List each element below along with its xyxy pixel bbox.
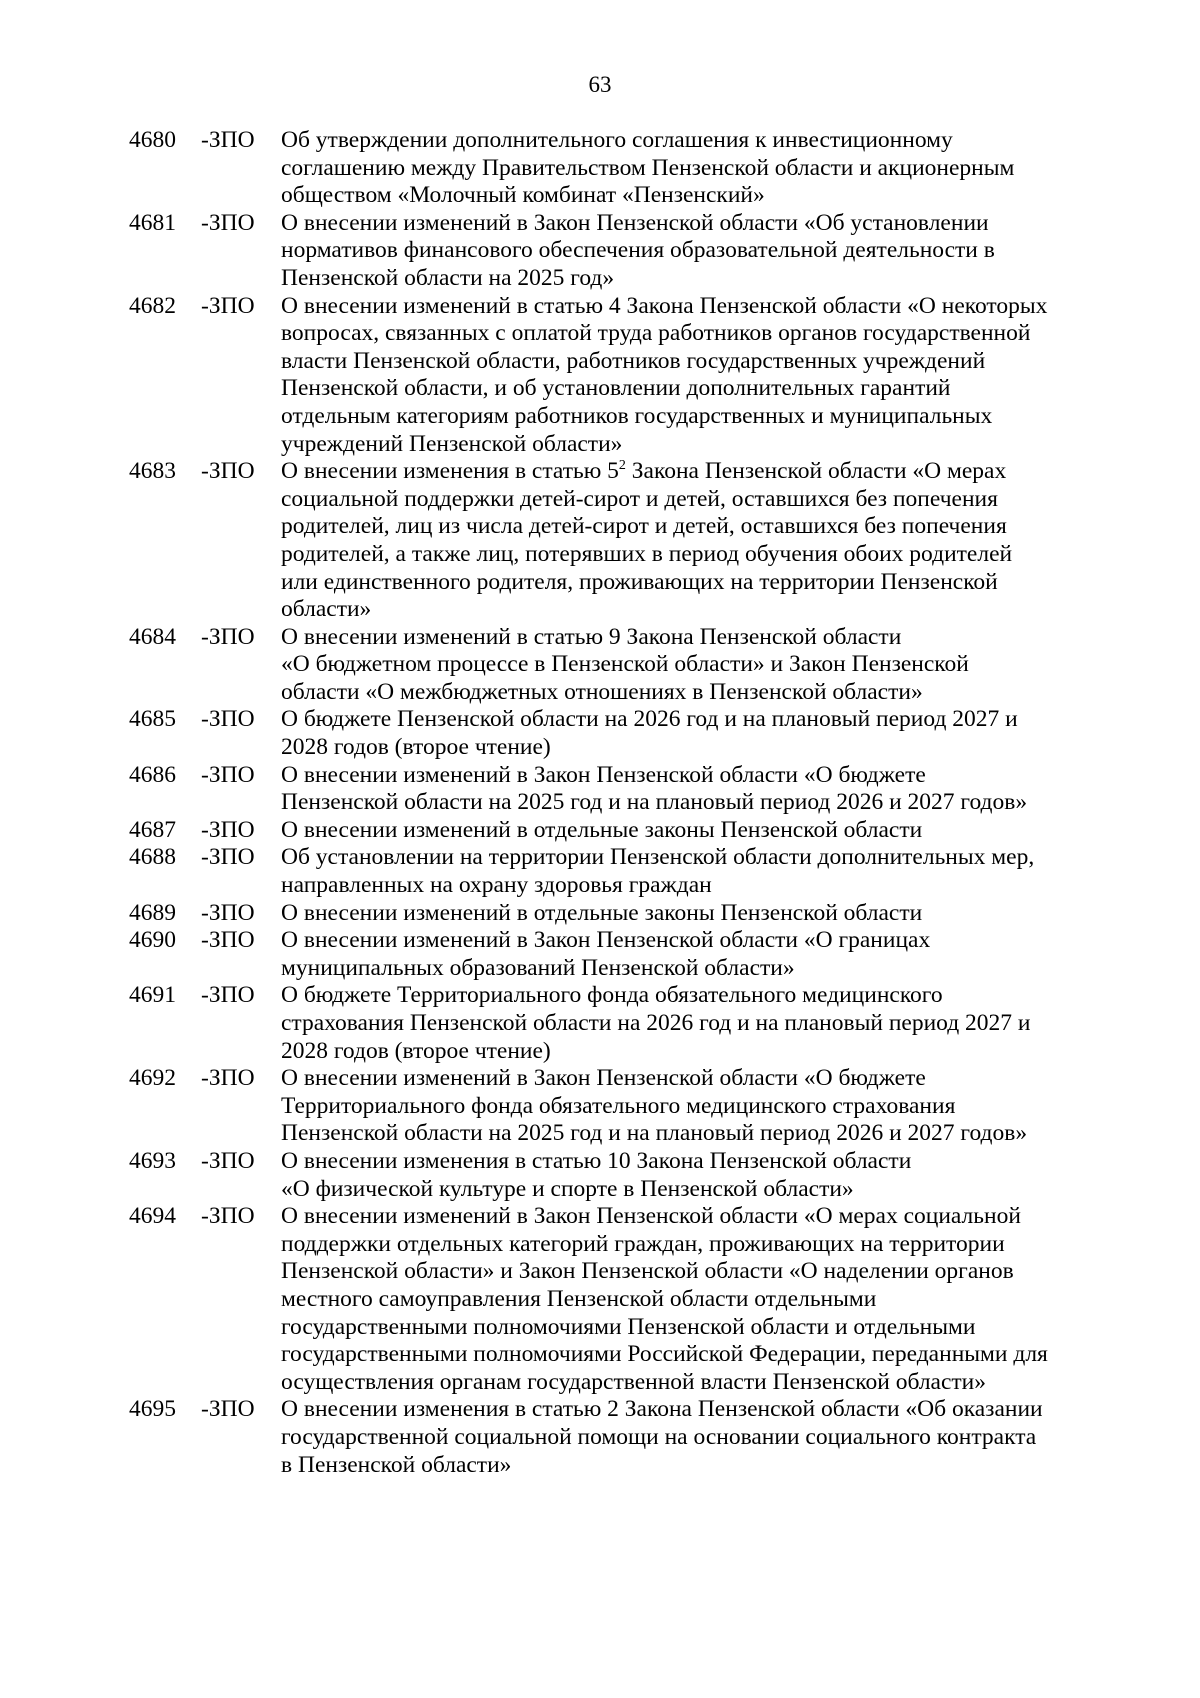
law-suffix: -ЗПО <box>201 899 255 926</box>
law-entry-4687 <box>129 817 1089 845</box>
law-title: О внесении изменений в Закон Пензенской области «О бюджете Территориального фонда обязательного медицинского страхования Пензенской области на 2025 год и на плановый период 2026 и 2027 годов» <box>281 1065 1028 1147</box>
law-title-start: О внесении изменения в статью 5 <box>281 458 619 485</box>
law-suffix: -ЗПО <box>201 209 255 236</box>
page-number: 63 <box>588 72 612 97</box>
law-number: 4692 <box>129 1065 176 1092</box>
law-number: 4681 <box>129 209 176 236</box>
law-number: 4693 <box>129 1147 176 1174</box>
law-title: Об установлении на территории Пензенской области дополнительных мер, направленных на охрану здоровья граждан <box>281 844 1035 899</box>
law-number: 4686 <box>129 761 176 788</box>
law-title: О внесении изменений в статью 4 Закона Пензенской области «О некоторых вопросах, связанных с оплатой труда работников органов государственной власти Пензенской области, работников государственных учреждений Пензенской области, и об установлении дополнительных гарантий отдельным категориям работников государственных и муниципальных учреждений Пензенской области» <box>281 292 1048 457</box>
law-number: 4680 <box>129 127 176 153</box>
law-title: О внесении изменений в Закон Пензенской области «О границах муниципальных образований Пензенской области» <box>281 927 931 981</box>
law-entry-4681 <box>129 210 1089 293</box>
law-entry-4690 <box>129 927 1089 982</box>
law-number: 4684 <box>129 623 176 650</box>
law-number: 4689 <box>129 899 176 926</box>
law-number: 4694 <box>129 1203 176 1230</box>
law-title: О внесении изменения в статью 2 Закона Пензенской области «Об оказании государственной социальной помощи на основании социального контракта в Пензенской области» <box>281 1396 1043 1478</box>
law-title: О внесении изменений в Закон Пензенской области «О бюджете Пензенской области на 2025 год и на плановый период 2026 и 2027 годов» <box>281 761 1028 816</box>
law-number: 4695 <box>129 1396 176 1423</box>
law-entry-4695 <box>129 1396 1089 1479</box>
law-entry-4688 <box>129 844 1089 899</box>
law-suffix: -ЗПО <box>201 1396 255 1423</box>
law-number: 4690 <box>129 927 176 954</box>
law-title: О внесении изменения в статью 10 Закона Пензенской области «О физической культуре и спорте в Пензенской области» <box>281 1147 912 1202</box>
law-list <box>129 127 1089 1479</box>
law-suffix: -ЗПО <box>201 706 255 733</box>
law-title: О внесении изменений в Закон Пензенской области «О мерах социальной поддержки отдельных категорий граждан, проживающих на территории Пензенской области» и Закон Пензенской области «О наделении органов местного самоуправления Пензенской области отдельными государственными полномочиями Пензенской области и отдельными государственными полномочиями Российской Федерации, переданными для осуществления органам государственной власти Пензенской области» <box>281 1203 1048 1395</box>
law-number: 4688 <box>129 844 176 871</box>
law-suffix: -ЗПО <box>201 927 255 954</box>
law-entry-4685 <box>129 706 1089 761</box>
law-number: 4685 <box>129 706 176 733</box>
law-entry-4682 <box>129 293 1089 459</box>
law-title: О бюджете Территориального фонда обязательного медицинского страхования Пензенской области на 2026 год и на плановый период 2027 и 2028 годов (второе чтение) <box>281 982 1031 1064</box>
law-entry-4683 <box>129 458 1089 624</box>
article-superscript: 2 <box>618 458 626 474</box>
law-number: 4691 <box>129 982 176 1009</box>
law-suffix: -ЗПО <box>201 816 255 843</box>
law-title: О внесении изменений в Закон Пензенской области «Об установлении нормативов финансового обеспечения образовательной деятельности в Пензенской области на 2025 год» <box>281 209 995 291</box>
law-number: 4683 <box>129 458 176 485</box>
law-title: О внесении изменений в статью 9 Закона Пензенской области «О бюджетном процессе в Пензенской области» и Закон Пензенской области «О межбюджетных отношениях в Пензенской области» <box>281 623 969 705</box>
law-suffix: -ЗПО <box>201 623 255 650</box>
law-suffix: -ЗПО <box>201 1065 255 1092</box>
law-entry-4692 <box>129 1065 1089 1148</box>
law-title <box>281 458 1089 624</box>
law-suffix: -ЗПО <box>201 292 255 319</box>
law-entry-4686 <box>129 762 1089 817</box>
law-entry-4689 <box>129 900 1089 928</box>
law-suffix: -ЗПО <box>201 127 255 153</box>
law-entry-4693 <box>129 1148 1089 1203</box>
law-suffix: -ЗПО <box>201 761 255 788</box>
law-title: Об утверждении дополнительного соглашения к инвестиционному соглашению между Правительством Пензенской области и акционерным обществом «Молочный комбинат «Пензенский» <box>281 127 1015 209</box>
law-entry-4684 <box>129 624 1089 707</box>
law-title: О бюджете Пензенской области на 2026 год и на плановый период 2027 и 2028 годов (второе чтение) <box>281 706 1018 761</box>
law-suffix: -ЗПО <box>201 982 255 1009</box>
law-title-rest: Закона Пензенской области «О мерах социальной поддержки детей-сирот и детей, оставшихся без попечения родителей, лиц из числа детей-сирот и детей, оставшихся без попечения родителей, а также лиц, потерявших в период обучения обоих родителей или единственного родителя, проживающих на территории Пензенской области» <box>281 458 1013 623</box>
law-title: О внесении изменений в отдельные законы Пензенской области <box>281 816 923 843</box>
law-suffix: -ЗПО <box>201 458 255 485</box>
law-suffix: -ЗПО <box>201 844 255 871</box>
law-number: 4682 <box>129 292 176 319</box>
law-suffix: -ЗПО <box>201 1147 255 1174</box>
law-entry-4694 <box>129 1203 1089 1396</box>
law-title: О внесении изменений в отдельные законы Пензенской области <box>281 899 923 926</box>
law-number: 4687 <box>129 816 176 843</box>
law-entry-4680 <box>129 127 1089 210</box>
law-entry-4691 <box>129 982 1089 1065</box>
law-suffix: -ЗПО <box>201 1203 255 1230</box>
